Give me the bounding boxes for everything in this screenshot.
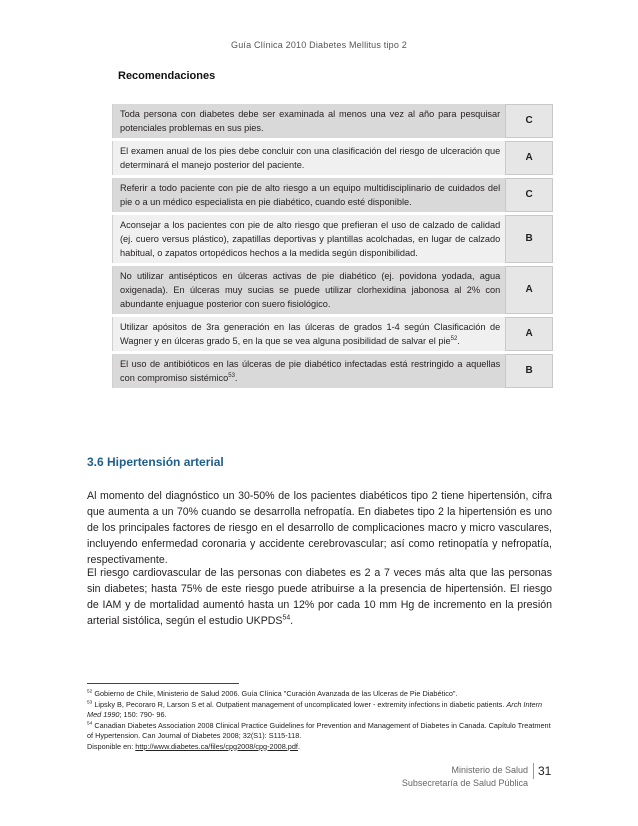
recommendation-text: El examen anual de los pies debe concluir con una clasificación del riesgo de ulceración que determinará el manejo posterior del paciente. <box>112 141 505 175</box>
evidence-grade: C <box>505 178 553 212</box>
footnote-text: ; 150: 790- 96. <box>119 710 167 719</box>
table-row <box>112 215 553 263</box>
running-header: Guía Clínica 2010 Diabetes Mellitus tipo 2 <box>231 40 407 50</box>
footnote-divider <box>87 683 239 684</box>
punctuation: . <box>290 615 294 627</box>
footnote-available <box>87 742 557 753</box>
evidence-grade: A <box>505 266 553 314</box>
table-row <box>112 317 553 351</box>
evidence-grade: C <box>505 104 553 138</box>
recommendation-text: No utilizar antisépticos en úlceras activas de pie diabético (ej. povidona yodada, agua oxigenada). En úlceras muy sucias se puede utilizar clorhexidina jabonosa al 2% con abundante enjuague posterior con suero fisiológico. <box>112 266 505 314</box>
recommendation-text: Referir a todo paciente con pie de alto riesgo a un equipo multidisciplinario de cuidados del pie o a un médico especialista en pie diabético, cuando esté disponible. <box>112 178 505 212</box>
subsecretaria-name: Subsecretaría de Salud Pública <box>401 778 528 788</box>
body-paragraph: Al momento del diagnóstico un 30-50% de los pacientes diabéticos tipo 2 tiene hipertensión, cifra que aumenta a un 70% cuando se desarrolla nefropatía. En diabetes tipo 2 la hipertensión es uno de los principales factores de riesgo en el desarrollo de complicaciones macro y micro vasculares, incluyendo enfermedad coronaria y accidente cerebrovascular; así como retinopatía y nefropatía, respectivamente. <box>87 490 552 566</box>
table-row <box>112 178 553 212</box>
table-row <box>112 141 553 175</box>
footnote-number: 52 <box>87 689 93 695</box>
recommendation-text: El uso de antibióticos en las úlceras de pie diabético infectadas está restringido a aquellas con compromiso sistémico <box>120 359 501 383</box>
recommendations-title: Recomendaciones <box>118 70 216 82</box>
section-heading: 3.6 Hipertensión arterial <box>87 455 224 469</box>
table-row <box>112 266 553 314</box>
evidence-grade: A <box>505 317 553 351</box>
punctuation: . <box>457 336 460 346</box>
punctuation: . <box>297 741 300 751</box>
evidence-grade: B <box>505 354 553 388</box>
footer-organization <box>402 764 528 790</box>
body-paragraph <box>87 565 552 629</box>
recommendation-cell <box>112 317 505 351</box>
footnote-text: Canadian Diabetes Association 2008 Clinical Practice Guidelines for Prevention and Management of Diabetes in Canada. Capítulo Treatment of Hypertension. Can Journal of Diabetes 2008; 32(S1): S115-118. <box>87 720 551 740</box>
recommendation-cell <box>112 354 505 388</box>
table-row <box>112 354 553 388</box>
paragraph-text: El riesgo cardiovascular de las personas con diabetes es 2 a 7 veces más alta que las personas sin diabetes; hasta 75% de este riesgo puede atribuirse a la presencia de hipertensión. El riesgo de IAM y de mortalidad aumentó hasta un 12% por cada 10 mm Hg de incremento en la presión arterial sistólica, según el estudio UKPDS <box>87 567 552 627</box>
table-row <box>112 104 553 138</box>
evidence-grade: B <box>505 215 553 263</box>
ministry-name: Ministerio de Salud <box>451 765 528 775</box>
evidence-grade: A <box>505 141 553 175</box>
footnote-number: 53 <box>87 700 93 706</box>
footnote-54 <box>87 721 557 742</box>
recommendation-text: Aconsejar a los pacientes con pie de alto riesgo que prefieran el uso de calzado de calidad (ej. cuero versus plástico), zapatillas deportivas y plantillas acolchadas, en lugar de calzado habitual, o zapatos ortopédicos hechos a la medida según disponibilidad. <box>112 215 505 263</box>
footnote-ref[interactable]: 53 <box>228 372 235 379</box>
recommendation-text: Toda persona con diabetes debe ser examinada al menos una vez al año para pesquisar potenciales problemas en sus pies. <box>112 104 505 138</box>
footnote-number: 54 <box>87 721 93 727</box>
available-label: Disponible en: <box>87 741 134 751</box>
footnote-ref[interactable]: 54 <box>282 614 291 622</box>
footnote-ref[interactable]: 52 <box>450 335 458 342</box>
footnote-text: Gobierno de Chile, Ministerio de Salud 2006. Guía Clínica "Curación Avanzada de las Ulceras de Pie Diabético". <box>94 689 458 698</box>
journal-name: Arch Intern Med 1990 <box>87 699 543 719</box>
recommendation-text: Utilizar apósitos de 3ra generación en las úlceras de grados 1-4 según Clasificación de Wagner y en úlceras grado 5, en la que se vea alguna posibilidad de salvar el pie <box>120 322 501 346</box>
footnote-52 <box>87 689 557 700</box>
pdf-link[interactable]: http://www.diabetes.ca/files/cpg2008/cpg-2008.pdf <box>135 741 298 751</box>
recommendations-table <box>112 101 553 391</box>
footnote-53 <box>87 700 557 721</box>
footnotes <box>87 689 557 752</box>
punctuation: . <box>234 373 238 383</box>
page-number: 31 <box>533 763 551 779</box>
footnote-text: Lipsky B, Pecoraro R, Larson S et al. Outpatient management of uncomplicated lower - extremity infections in diabetic patients. <box>94 699 505 709</box>
